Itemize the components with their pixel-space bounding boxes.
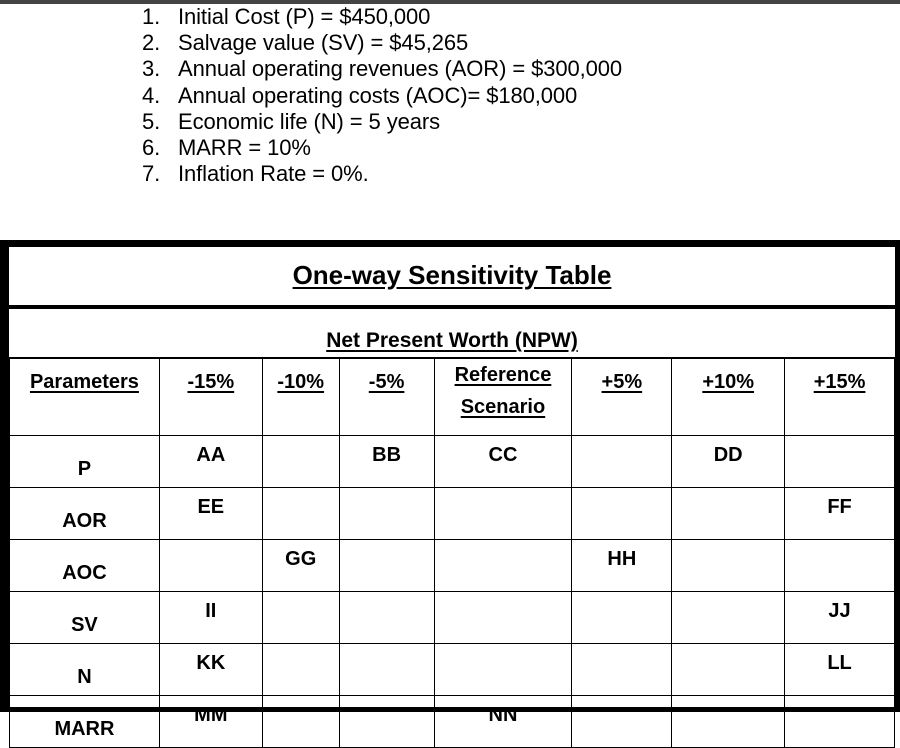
cell: LL bbox=[785, 644, 895, 696]
table-row bbox=[10, 540, 895, 592]
npw-title: Net Present Worth (NPW) bbox=[326, 329, 578, 352]
cell bbox=[434, 592, 572, 644]
cell bbox=[672, 644, 785, 696]
cell bbox=[572, 644, 672, 696]
table-row bbox=[10, 696, 895, 748]
table-title: One-way Sensitivity Table bbox=[292, 260, 612, 290]
cell bbox=[572, 696, 672, 748]
cell bbox=[339, 592, 434, 644]
header-plus-15: +15% bbox=[785, 359, 895, 436]
cell bbox=[785, 696, 895, 748]
cell bbox=[434, 644, 572, 696]
header-reference-line2: Scenario bbox=[460, 396, 546, 418]
cell bbox=[672, 488, 785, 540]
parameter-list bbox=[142, 4, 622, 187]
list-item: 2. Salvage value (SV) = $45,265 bbox=[142, 30, 469, 56]
sensitivity-grid bbox=[9, 358, 895, 748]
cell: BB bbox=[339, 436, 434, 488]
cell bbox=[339, 488, 434, 540]
cell bbox=[572, 436, 672, 488]
cell bbox=[672, 592, 785, 644]
cell: AA bbox=[159, 436, 262, 488]
header-plus-5: +5% bbox=[572, 359, 672, 436]
row-parameter: AOC bbox=[10, 540, 160, 592]
list-item: 6. MARR = 10% bbox=[142, 135, 311, 161]
list-item: 1. Initial Cost (P) = $450,000 bbox=[142, 4, 431, 29]
sensitivity-table-frame bbox=[0, 240, 900, 740]
cell: DD bbox=[672, 436, 785, 488]
table-row bbox=[10, 488, 895, 540]
header-plus-10: +10% bbox=[672, 359, 785, 436]
cell bbox=[434, 488, 572, 540]
header-reference-scenario bbox=[434, 359, 572, 436]
row-parameter: N bbox=[10, 644, 160, 696]
header-minus-15: -15% bbox=[159, 359, 262, 436]
cell bbox=[572, 592, 672, 644]
cell: HH bbox=[572, 540, 672, 592]
header-minus-5: -5% bbox=[339, 359, 434, 436]
row-parameter: P bbox=[10, 436, 160, 488]
cell bbox=[572, 488, 672, 540]
cell bbox=[672, 540, 785, 592]
header-minus-10: -10% bbox=[262, 359, 339, 436]
table-title-band bbox=[9, 247, 895, 304]
cell: KK bbox=[159, 644, 262, 696]
table-row bbox=[10, 644, 895, 696]
cell: NN bbox=[434, 696, 572, 748]
table-row bbox=[10, 436, 895, 488]
cell: CC bbox=[434, 436, 572, 488]
header-row bbox=[10, 359, 895, 436]
cell bbox=[785, 436, 895, 488]
cell bbox=[262, 696, 339, 748]
cell: JJ bbox=[785, 592, 895, 644]
npw-header bbox=[9, 309, 895, 358]
cell bbox=[159, 540, 262, 592]
cell bbox=[262, 488, 339, 540]
table-row bbox=[10, 592, 895, 644]
cell: FF bbox=[785, 488, 895, 540]
row-parameter: MARR bbox=[10, 696, 160, 748]
cell bbox=[262, 644, 339, 696]
cell bbox=[339, 696, 434, 748]
cell bbox=[262, 436, 339, 488]
row-parameter: AOR bbox=[10, 488, 160, 540]
row-parameter: SV bbox=[10, 592, 160, 644]
cell bbox=[262, 592, 339, 644]
cell: EE bbox=[159, 488, 262, 540]
header-parameters: Parameters bbox=[10, 359, 160, 436]
list-item: 7. Inflation Rate = 0%. bbox=[142, 161, 369, 187]
cell bbox=[339, 644, 434, 696]
header-reference-line1: Reference bbox=[454, 364, 552, 386]
list-item: 4. Annual operating costs (AOC)= $180,000 bbox=[142, 82, 578, 108]
cell bbox=[434, 540, 572, 592]
list-item: 5. Economic life (N) = 5 years bbox=[142, 108, 440, 134]
cell: II bbox=[159, 592, 262, 644]
cell: GG bbox=[262, 540, 339, 592]
cell bbox=[672, 696, 785, 748]
cell bbox=[339, 540, 434, 592]
list-item: 3. Annual operating revenues (AOR) = $300,000 bbox=[142, 56, 623, 82]
cell bbox=[785, 540, 895, 592]
cell: MM bbox=[159, 696, 262, 748]
sensitivity-table bbox=[8, 246, 896, 740]
